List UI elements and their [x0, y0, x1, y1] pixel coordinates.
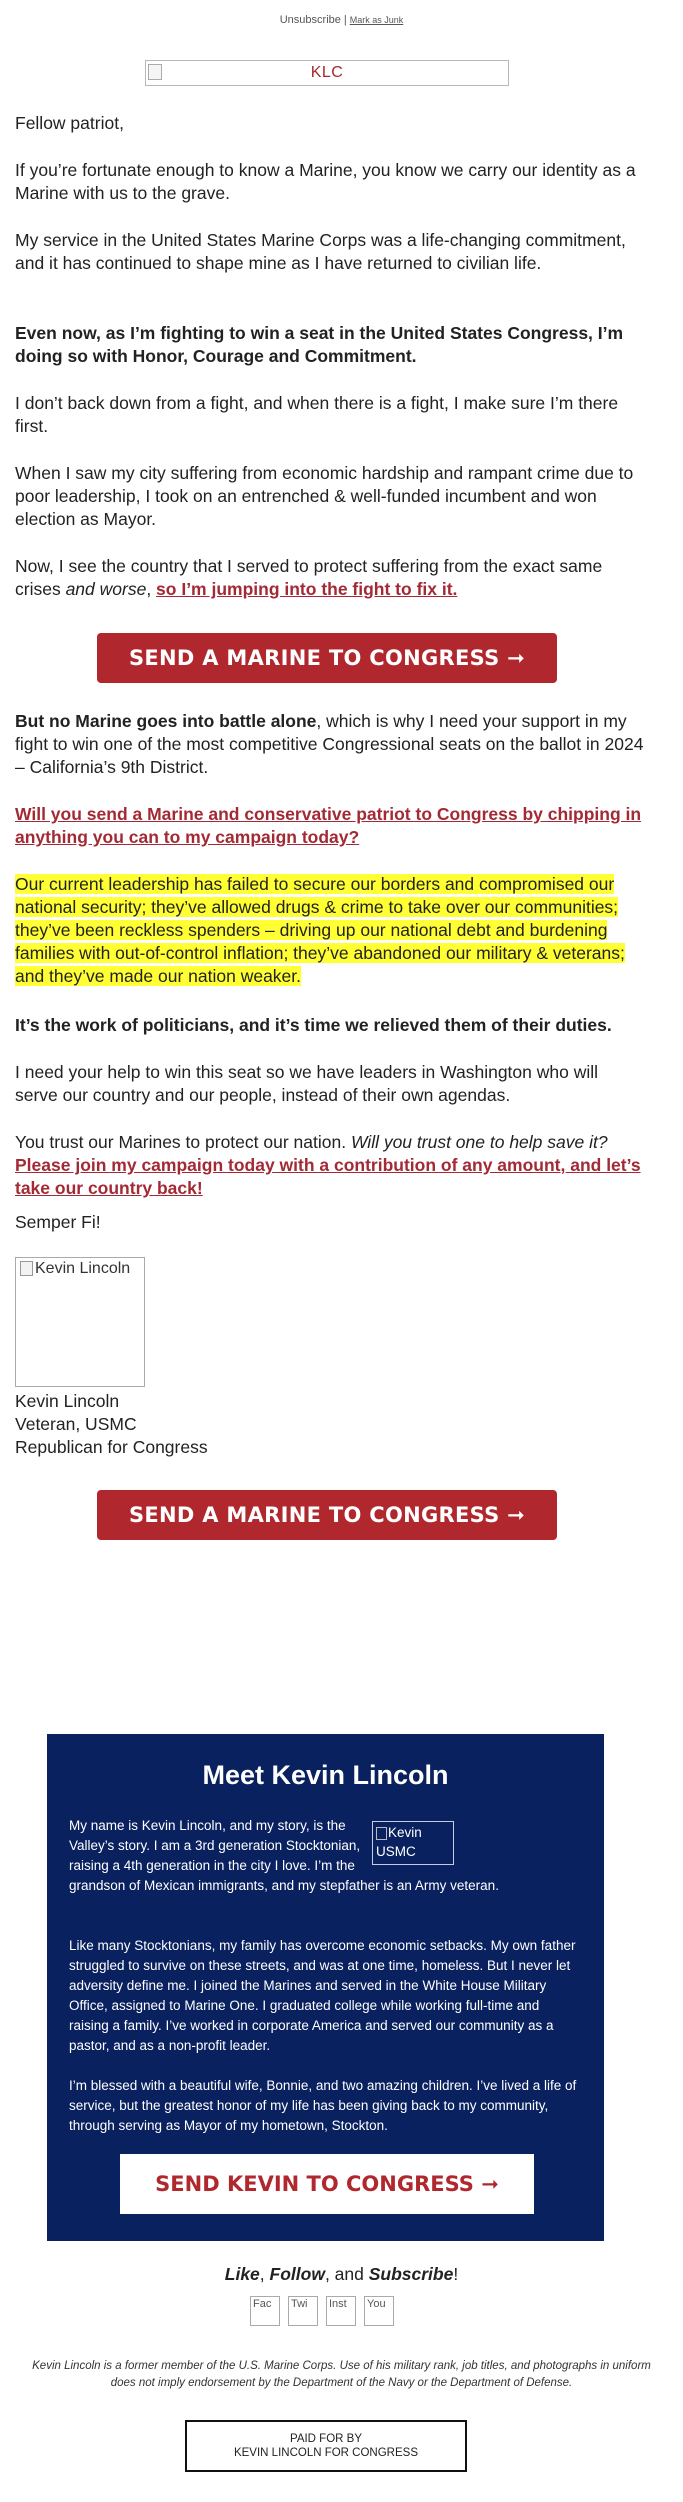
logo-alt-text: KLC — [310, 64, 344, 81]
twitter-icon[interactable]: Twi — [288, 2296, 318, 2326]
facebook-icon[interactable]: Fac — [250, 2296, 280, 2326]
p6-italic: and worse — [65, 579, 147, 599]
follow-text: Follow — [269, 2264, 325, 2284]
join-campaign-link[interactable]: Please join my campaign today with a contribution of any amount, and let’s take our country back! — [15, 1155, 641, 1198]
youtube-icon[interactable]: You — [364, 2296, 394, 2326]
paragraph-10: It’s the work of politicians, and it’s time we relieved them of their duties. — [15, 1015, 612, 1035]
p6-comma: , — [146, 579, 157, 599]
separator: | — [343, 14, 347, 26]
paragraph-11: I need your help to win this seat so we have leaders in Washington who will serve our country and our people, instead of their own agendas. — [15, 1062, 599, 1105]
paragraph-6 — [15, 555, 645, 601]
photo-alt: Kevin USMC — [376, 1825, 422, 1859]
signature-name: Kevin Lincoln — [15, 1391, 120, 1411]
paragraph-5: When I saw my city suffering from economic hardship and rampant crime due to poor leadership, I took on an entrenched & well-funded incumbent and won election as Mayor. — [15, 463, 634, 529]
follow-line — [0, 2264, 683, 2285]
paragraph-12 — [15, 1131, 645, 1200]
p7-bold: But no Marine goes into battle alone — [15, 711, 317, 731]
greeting: Fellow patriot, — [15, 113, 124, 133]
disclaimer: Kevin Lincoln is a former member of the U.S. Marine Corps. Use of his military rank, job titles, and photographs in uniform does not imply endorsement by the Department of the Navy or the Department of Defense. — [32, 2360, 651, 2389]
fix-it-link[interactable]: so I’m jumping into the fight to fix it. — [156, 579, 458, 599]
paragraph-2: My service in the United States Marine Corps was a life-changing commitment, and it has continued to shape mine as I have returned to civilian life. — [15, 230, 626, 273]
signature-block — [15, 1390, 645, 1459]
p7-text: , which is why I need your support in my fight to win one of the most competitive Congressional seats on the ballot in 2024 – California’s 9th District. — [15, 711, 644, 777]
highlighted-text: Our current leadership has failed to secure our borders and compromised our national security; they’ve allowed drugs & crime to take over our communities; they’ve been reckless spenders – driving up our national debt and burdening families with out-of-control inflation; they’ve abandoned our military & veterans; and they’ve made our nation weaker. — [15, 874, 625, 986]
klc-logo[interactable] — [145, 60, 509, 86]
paragraph-9 — [15, 873, 645, 988]
meet-para-2: Like many Stocktonians, my family has overcome economic setbacks. My own father struggled to survive on these streets, and was at one time, homeless. But I never let adversity define me. I joined the Marines and served in the White House Military Office, assigned to Marine One. I graduated college while working full-time and raising a family. I’ve worked in corporate America and served our community as a pastor, and as a non-profit leader. — [69, 1938, 576, 2053]
subscribe-text: Subscribe — [368, 2264, 454, 2284]
mark-as-junk-link[interactable]: Mark as Junk — [349, 15, 404, 25]
meet-para-1 — [69, 1816, 581, 1896]
comma-1: , — [259, 2264, 270, 2284]
signature-photo — [15, 1257, 145, 1387]
meet-kevin-section — [47, 1734, 604, 2241]
paid-for-line-1: PAID FOR BY — [290, 2433, 362, 2445]
bang: ! — [453, 2264, 459, 2284]
signature-title-1: Veteran, USMC — [15, 1414, 137, 1434]
meet-title: Meet Kevin Lincoln — [202, 1760, 449, 1790]
send-marine-button-top[interactable]: SEND A MARINE TO CONGRESS ➞ — [97, 633, 557, 683]
chip-in-link[interactable]: Will you send a Marine and conservative patriot to Congress by chipping in anything you can to my campaign today? — [15, 804, 642, 847]
p6-text: Now, I see the country that I served to protect suffering from the exact same crises — [15, 556, 603, 599]
send-marine-button-bottom[interactable]: SEND A MARINE TO CONGRESS ➞ — [97, 1490, 557, 1540]
paid-for-line-2: KEVIN LINCOLN FOR CONGRESS — [233, 2447, 419, 2459]
photo-spacer — [371, 1816, 581, 1876]
meet-para-3: I’m blessed with a beautiful wife, Bonnie, and two amazing children. I’ve lived a life of service, but the greatest honor of my life has been giving back to my community, through serving as Mayor of my hometown, Stockton. — [69, 2078, 577, 2133]
paragraph-4: I don’t back down from a fight, and when there is a fight, I make sure I’m there first. — [15, 393, 619, 436]
paragraph-7 — [15, 710, 645, 779]
social-icons — [250, 2296, 410, 2326]
like-text: Like — [224, 2264, 260, 2284]
p12-italic: Will you trust one to help save it? — [350, 1132, 608, 1152]
signature-photo-alt: Kevin Lincoln — [35, 1260, 131, 1277]
top-links — [0, 14, 683, 26]
signature-title-2: Republican for Congress — [15, 1437, 208, 1457]
broken-image-icon — [20, 1261, 33, 1276]
closing: Semper Fi! — [15, 1212, 101, 1232]
and-text: , and — [324, 2264, 369, 2284]
paragraph-1: If you’re fortunate enough to know a Marine, you know we carry our identity as a Marine with us to the grave. — [15, 160, 636, 203]
meet-para-1-text: My name is Kevin Lincoln, and my story, is the Valley’s story. I am a 3rd generation Stocktonian, raising a 4th generation in the city I love. I’m the grandson of Mexican immigrants, and my stepfather is an Army veteran. — [69, 1816, 581, 1896]
paragraph-3: Even now, as I’m fighting to win a seat in the United States Congress, I’m doing so with Honor, Courage and Commitment. — [15, 323, 624, 366]
p12-text: You trust our Marines to protect our nation. — [15, 1132, 351, 1152]
paragraph-8 — [15, 803, 645, 849]
paid-for-box — [185, 2420, 467, 2472]
send-kevin-button[interactable]: SEND KEVIN TO CONGRESS ➞ — [120, 2154, 534, 2214]
broken-image-icon — [148, 64, 162, 80]
instagram-icon[interactable]: Inst — [326, 2296, 356, 2326]
unsubscribe-link[interactable]: Unsubscribe — [279, 14, 341, 26]
